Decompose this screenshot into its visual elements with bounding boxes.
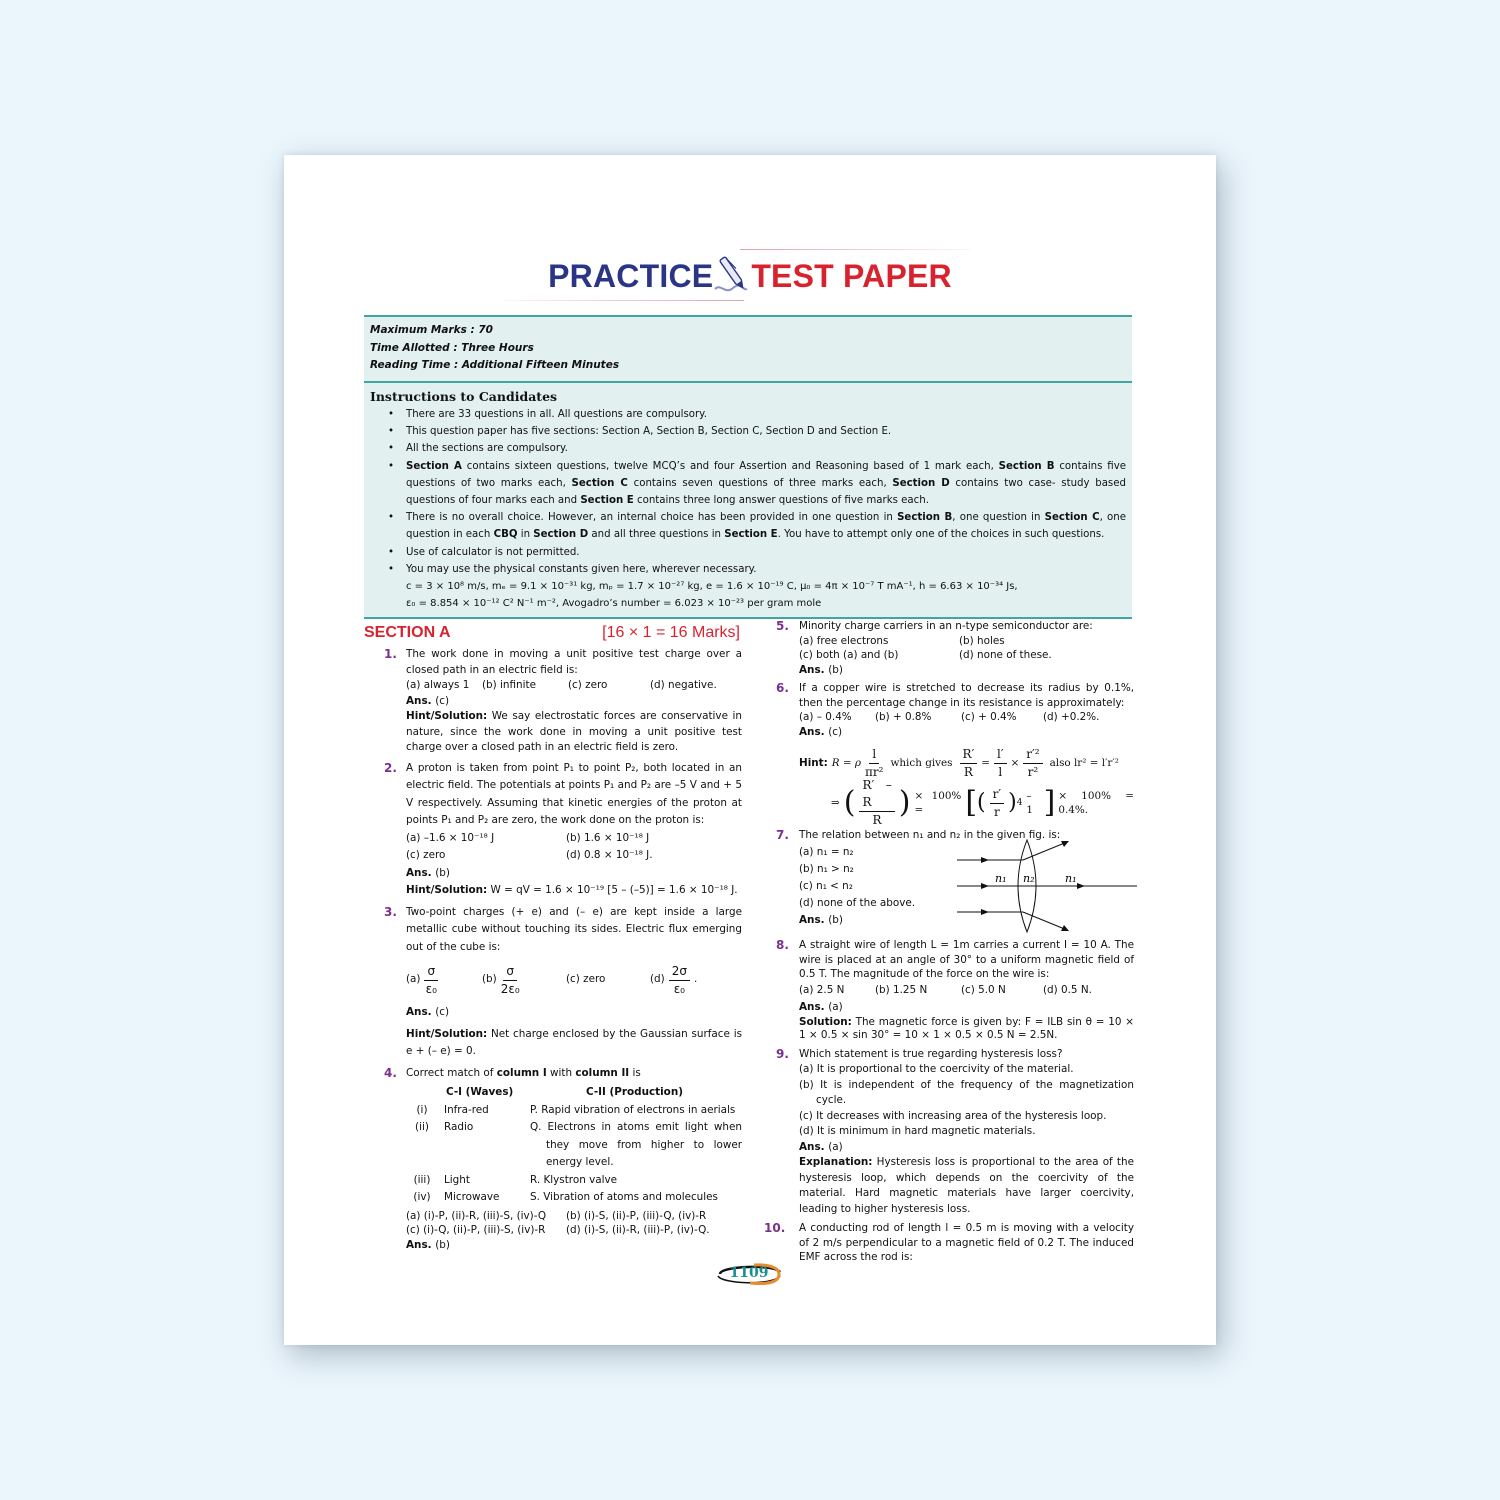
option: (c) (i)-Q, (ii)-P, (iii)-S, (iv)-R: [406, 1224, 546, 1236]
instruction-item: • Use of calculator is not permitted.: [386, 544, 1126, 561]
option: (c) zero: [566, 973, 606, 986]
match-table: [406, 1084, 742, 1207]
instruction-item: • All the sections are compulsory.: [386, 440, 1126, 457]
svg-text:n₂: n₂: [1023, 872, 1035, 885]
question-1: [364, 647, 742, 756]
question-number: 2.: [384, 760, 397, 775]
options: [799, 648, 1134, 663]
match-table-header: C-I (Waves) C-II (Production): [446, 1086, 683, 1098]
title-test-paper: TEST PAPER: [751, 258, 952, 294]
options: [799, 982, 1134, 999]
match-row: (i) Infra-red P. Rapid vibration of electrons in aerials: [416, 1103, 736, 1116]
hint: Hint/Solution: Net charge enclosed by the Gaussian surface is e + (– e) = 0.: [406, 1027, 742, 1057]
options: [406, 1209, 742, 1224]
option: (d) +0.2%.: [1043, 711, 1100, 723]
option: (b) n₁ > n₂: [799, 863, 854, 875]
instructions-title: Instructions to Candidates: [370, 389, 558, 404]
match-row: (iv) Microwave S. Vibration of atoms and molecules: [413, 1191, 718, 1203]
question-text: A proton is taken from point P₁ to point P₂, both located in an electric field. The potentials at points P₁ and P₂ are –5 V and + 5 V respectively. Assuming that kinetic energies of the proton at points P₁ and P₂ are zero, the work done on the proton is:: [406, 761, 742, 826]
option: (b) holes: [959, 634, 1005, 647]
question-4: [364, 1065, 742, 1253]
section-header: [364, 625, 742, 647]
match-row: (ii) Radio Q. Electrons in atoms emit light when they move from higher to lower energy level.: [415, 1121, 742, 1168]
option: (c) both (a) and (b): [799, 649, 899, 661]
instruction-item: • Section A contains sixteen questions, twelve MCQ’s and four Assertion and Reasoning based of 1 mark each, Section B contains five questions of two marks each, Section C contains seven questions of three marks each, Section D contains two case- study based questions of four marks each and Section E contains three long answer questions of five marks each.: [386, 458, 1126, 510]
options: [799, 634, 1134, 649]
pen-icon: [713, 255, 751, 295]
hint: Hint/Solution: W = qV = 1.6 × 10⁻¹⁹ [5 – (–5)] = 1.6 × 10⁻¹⁸ J.: [406, 884, 738, 896]
question-8: [772, 938, 1134, 1043]
option: (a) – 0.4%: [799, 711, 852, 723]
option: (c) 5.0 N: [961, 983, 1006, 996]
options: [406, 847, 742, 865]
option: (c) It decreases with increasing area of the hysteresis loop.: [799, 1109, 1107, 1122]
instruction-item: • You may use the physical constants given here, wherever necessary. c = 3 × 10⁸ m/s, mₑ = 9.1 × 10⁻³¹ kg, mₚ = 1.7 × 10⁻²⁷ kg, e = 1.6 × 10⁻¹⁹ C, μ₀ = 4π × 10⁻⁷ T mA⁻¹, h = 6.63 × 10⁻³⁴ Js, ε₀ = 8.854 × 10⁻¹² C² N⁻¹ m⁻², Avogadro’s number = 6.023 × 10⁻²³ per gram mole: [386, 561, 1126, 613]
question-7: [772, 827, 1134, 934]
options: [406, 830, 742, 848]
svg-text:n₁: n₁: [1065, 872, 1077, 885]
match-row: (iii) Light R. Klystron valve: [413, 1173, 618, 1186]
answer: Ans. (a): [799, 1140, 843, 1153]
options: [406, 678, 742, 694]
option: (a) (i)-P, (ii)-R, (iii)-S, (iv)-Q: [406, 1209, 547, 1222]
option: (a) 2.5 N: [799, 983, 845, 996]
instruction-item: • There are 33 questions in all. All questions are compulsory.: [386, 406, 1126, 423]
question-text: A straight wire of length L = 1m carries a current I = 10 A. The wire is placed at an angle of 30° to a uniform magnetic field of 0.5 T. The magnitude of the force on the wire is:: [799, 939, 1134, 980]
option: (a) It is proportional to the coercivity of the material.: [799, 1063, 1074, 1075]
question-number: 3.: [384, 904, 397, 919]
options: [799, 710, 1134, 725]
option: (d) (i)-S, (ii)-R, (iii)-P, (iv)-Q.: [566, 1224, 710, 1236]
option: (a) always 1: [406, 679, 470, 691]
constants-line: c = 3 × 10⁸ m/s, mₑ = 9.1 × 10⁻³¹ kg, mₚ = 1.7 × 10⁻²⁷ kg, e = 1.6 × 10⁻¹⁹ C, μ₀ = 4π × 10⁻⁷ T mA⁻¹, h = 6.63 × 10⁻³⁴ Js,: [406, 581, 1018, 593]
question-number: 10.: [764, 1221, 786, 1235]
question-text: Minority charge carriers in an n-type semiconductor are:: [799, 620, 1093, 632]
option: (a) free electrons: [799, 634, 889, 647]
option: (a) $\frac{\sigma}{\text{ε₀}}$: [406, 963, 437, 996]
option: (c) n₁ < n₂: [799, 880, 853, 892]
page-number: 1109: [729, 1265, 769, 1281]
reading-time: Reading Time : Additional Fifteen Minutes: [370, 359, 620, 371]
title-decor-line: [504, 300, 744, 301]
section-title: SECTION A: [364, 624, 451, 641]
question-number: 5.: [776, 619, 789, 633]
question-9: [772, 1047, 1134, 1218]
exam-meta-box: [364, 315, 1132, 383]
answer: Ans. (c): [799, 725, 843, 738]
option: (a) –1.6 × 10⁻¹⁸ J: [406, 831, 495, 844]
instructions-box: [364, 383, 1132, 619]
question-5: [772, 619, 1134, 677]
instruction-item: • There is no overall choice. However, an internal choice has been provided in one question in Section B, one question in Section C, one question in each CBQ in Section D and all three questions in Section E. You have to attempt only one of the choices in such questions.: [386, 509, 1126, 543]
option: (b) infinite: [482, 679, 536, 691]
option: (d) 0.5 N.: [1043, 983, 1092, 996]
question-text: Two-point charges (+ e) and (– e) are kept inside a large metallic cube without touching its sides. Electric flux emerging out of the cube is:: [406, 905, 742, 953]
explanation: Explanation: Hysteresis loss is proportional to the area of the hysteresis loop, which depends on the coercivity of the material. Hard magnetic materials have larger coercivity, leading to higher hysteresis loss.: [799, 1156, 1134, 1215]
left-column: [364, 625, 742, 1256]
answer: Ans. (a): [799, 1000, 843, 1013]
max-marks: Maximum Marks : 70: [370, 324, 493, 336]
question-number: 4.: [384, 1065, 397, 1080]
options: [406, 958, 742, 1002]
option: (a) n₁ = n₂: [799, 846, 854, 858]
question-number: 7.: [776, 828, 789, 842]
option: (b) It is independent of the frequency of the magnetization cycle.: [799, 1078, 1134, 1106]
instructions-list: [370, 406, 1126, 612]
lens-diagram: [957, 838, 1137, 934]
title-practice: PRACTICE: [548, 258, 714, 294]
answer: Ans. (b): [799, 663, 843, 676]
option: (b) (i)-S, (ii)-P, (iii)-Q, (iv)-R: [566, 1209, 707, 1222]
right-column: [764, 619, 1134, 1269]
option: (c) + 0.4%: [961, 711, 1017, 723]
time-allotted: Time Allotted : Three Hours: [370, 341, 534, 354]
question-number: 1.: [384, 647, 397, 661]
page-number-badge: [714, 1262, 784, 1286]
option: (b) + 0.8%: [875, 711, 932, 723]
option: (d) It is minimum in hard magnetic materials.: [799, 1125, 1036, 1137]
option: (c) zero: [568, 679, 608, 691]
option: (b) 1.25 N: [875, 983, 928, 996]
question-text: Correct match of column I with column II is: [406, 1066, 641, 1079]
hint-formula: Hint: R = ρ $\frac{l}{\text{πr²}}$ which gives $\frac{R'}{R}$ = $\frac{l'}{l}$ × $\frac{\text{r′²}}{\text{r²}}$ also lr² = l′r′² ⇒ ( $\frac{R' - R}{R}$ ) × 100% = [ ( $\frac{r'}{r}$ ) 4 – 1 ] × 100% = 0.4%.: [799, 746, 1134, 827]
page-title: [284, 255, 1216, 295]
answer: Ans. (b): [406, 866, 450, 879]
svg-text:n₁: n₁: [995, 872, 1007, 885]
document-page: [284, 155, 1216, 1345]
page-title-block: [284, 243, 1216, 303]
option: (d) 0.8 × 10⁻¹⁸ J.: [566, 849, 653, 861]
question-10: [764, 1221, 1134, 1265]
question-6: [772, 681, 1134, 827]
option: (b) $\frac{\sigma}{\text{2ε₀}}$: [482, 963, 520, 996]
question-3: [364, 904, 742, 1061]
hint: Hint/Solution: We say electrostatic forces are conservative in nature, since the work done in moving a unit positive test charge over a closed path in an electric field is zero.: [406, 710, 742, 753]
answer: Ans. (b): [406, 1238, 450, 1251]
question-text: The work done in moving a unit positive test charge over a closed path in an electric field is:: [406, 648, 742, 676]
title-decor-line: [740, 249, 970, 250]
option: (d) $\frac{2\sigma}{\text{ε₀}}$ .: [650, 963, 698, 996]
option: (b) 1.6 × 10⁻¹⁸ J: [566, 831, 650, 844]
option: (c) zero: [406, 849, 446, 861]
question-text: A conducting rod of length l = 0.5 m is moving with a velocity of 2 m/s perpendicular to a magnetic field of 0.2 T. The induced EMF across the rod is:: [799, 1222, 1134, 1263]
solution: Solution: The magnetic force is given by: F = ILB sin θ = 10 × 1 × 0.5 × sin 30° = 10 × 1 × 0.5 × 0.5 N = 2.5N.: [799, 1015, 1134, 1041]
options: [406, 1223, 742, 1238]
question-number: 9.: [776, 1046, 789, 1061]
answer: Ans. (c): [406, 694, 450, 707]
question-number: 6.: [776, 681, 789, 695]
option: (d) none of the above.: [799, 897, 916, 909]
question-text: Which statement is true regarding hysteresis loss?: [799, 1047, 1063, 1060]
instruction-item: • This question paper has five sections: Section A, Section B, Section C, Section D and Section E.: [386, 423, 1126, 440]
constants-line: ε₀ = 8.854 × 10⁻¹² C² N⁻¹ m⁻², Avogadro’s number = 6.023 × 10⁻²³ per gram mole: [406, 598, 822, 610]
answer: Ans. (b): [799, 914, 843, 926]
question-2: [364, 760, 742, 900]
answer: Ans. (c): [406, 1006, 450, 1018]
option: (d) negative.: [650, 679, 717, 691]
question-text: If a copper wire is stretched to decrease its radius by 0.1%, then the percentage change in its resistance is approximately:: [799, 682, 1134, 709]
section-marks: [16 × 1 = 16 Marks]: [602, 624, 740, 641]
question-number: 8.: [776, 938, 789, 952]
option: (d) none of these.: [959, 649, 1052, 661]
options: [799, 844, 949, 929]
question-text: The relation between n₁ and n₂ in the given fig. is:: [799, 829, 1061, 841]
